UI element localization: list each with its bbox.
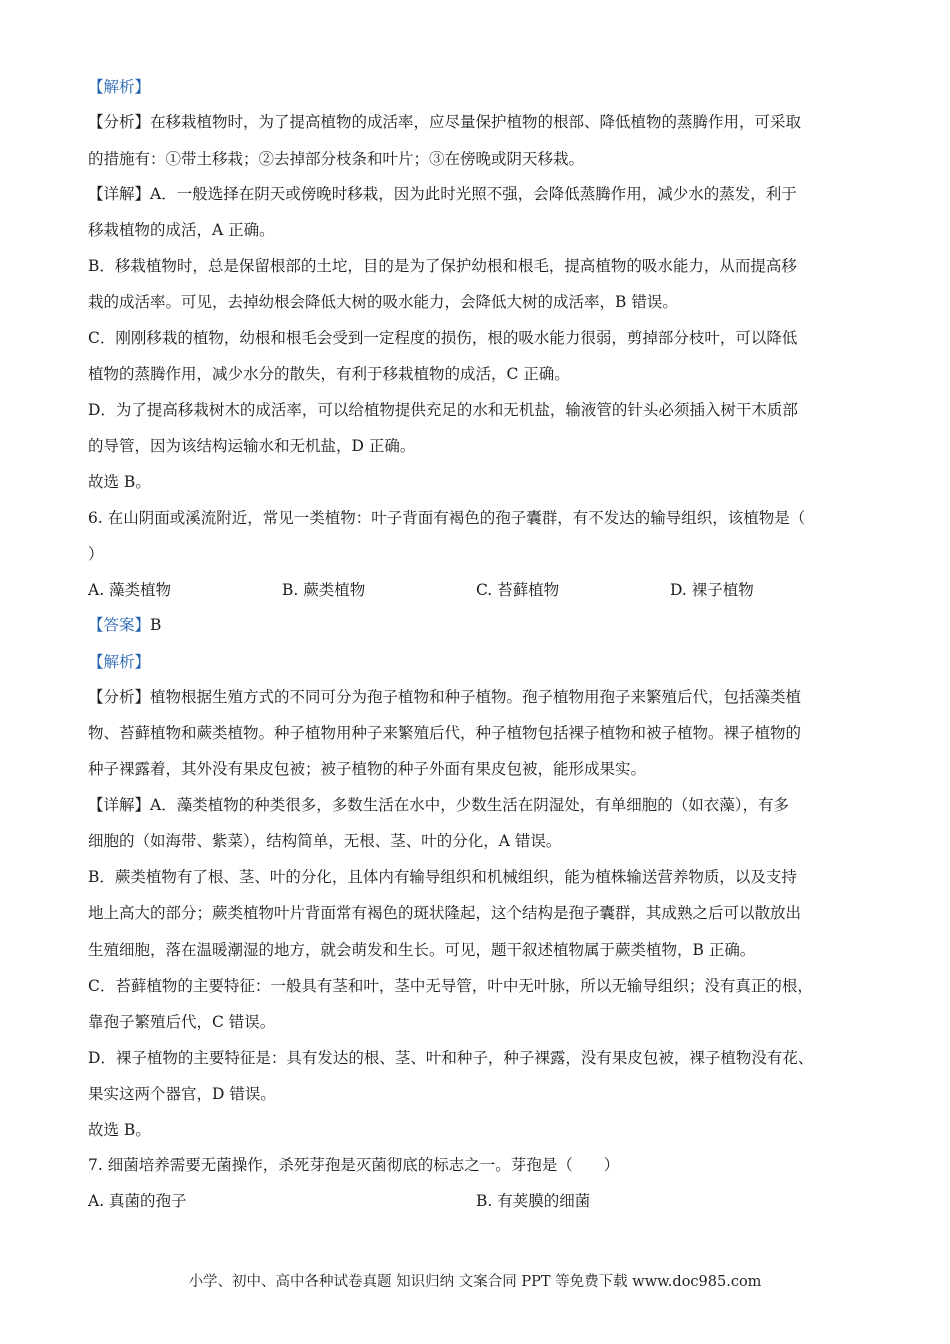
choice-conclusion: 故选 B。	[88, 1121, 151, 1139]
q6-option-b: B. 蕨类植物	[282, 581, 366, 599]
q6-option-d: D. 裸子植物	[670, 581, 754, 599]
detail-text: 【详解】A．一般选择在阴天或傍晚时移栽，因为此时光照不强，会降低蒸腾作用，减少水的蒸发，利于	[88, 185, 797, 203]
detail-text: 移栽植物的成活，A 正确。	[88, 221, 275, 239]
analysis-heading: 【解析】	[88, 78, 151, 96]
detail-text: 生殖细胞，落在温暖潮湿的地方，就会萌发和生长。可见，题干叙述植物属于蕨类植物，B 正确。	[88, 941, 756, 959]
question-6-stem-end: ）	[88, 545, 104, 563]
q7-option-a: A. 真菌的孢子	[88, 1192, 187, 1210]
analysis-text: 种子裸露着，其外没有果皮包被；被子植物的种子外面有果皮包被，能形成果实。	[88, 760, 647, 778]
detail-text: 的导管，因为该结构运输水和无机盐，D 正确。	[88, 437, 416, 455]
q7-option-b: B. 有荚膜的细菌	[476, 1192, 591, 1210]
detail-text: B．移栽植物时，总是保留根部的土坨，目的是为了保护幼根和根毛，提高植物的吸水能力，从而提高移	[88, 257, 797, 275]
detail-text: 【详解】A．藻类植物的种类很多，多数生活在水中，少数生活在阴湿处，有单细胞的（如衣藻），有多	[88, 796, 789, 814]
analysis-text: 的措施有：①带土移栽；②去掉部分枝条和叶片；③在傍晚或阴天移栽。	[88, 150, 585, 168]
choice-conclusion: 故选 B。	[88, 473, 151, 491]
analysis-text: 物、苔藓植物和蕨类植物。种子植物用种子来繁殖后代，种子植物包括裸子植物和被子植物。裸子植物的	[88, 724, 802, 742]
detail-text: B．蕨类植物有了根、茎、叶的分化，且体内有输导组织和机械组织，能为植株输送营养物质，以及支持	[88, 868, 797, 886]
detail-text: 细胞的（如海带、紫菜），结构简单，无根、茎、叶的分化，A 错误。	[88, 832, 562, 850]
detail-text: D．为了提高移栽树木的成活率，可以给植物提供充足的水和无机盐，输液管的针头必须插入树干木质部	[88, 401, 798, 419]
analysis-text: 【分析】植物根据生殖方式的不同可分为孢子植物和种子植物。孢子植物用孢子来繁殖后代，包括藻类植	[88, 688, 802, 706]
q6-answer	[88, 615, 868, 635]
detail-text: D．裸子植物的主要特征是：具有发达的根、茎、叶和种子，种子裸露，没有果皮包被，裸子植物没有花、	[88, 1049, 814, 1067]
detail-text: C．苔藓植物的主要特征：一般具有茎和叶，茎中无导管，叶中无叶脉，所以无输导组织；没有真正的根，	[88, 977, 813, 995]
footer-note: 小学、初中、高中各种试卷真题 知识归纳 文案合同 PPT 等免费下载 www.doc985.com	[188, 1274, 762, 1290]
q6-option-c: C. 苔藓植物	[476, 581, 560, 599]
detail-text: 果实这两个器官，D 错误。	[88, 1085, 276, 1103]
detail-text: C．刚刚移栽的植物，幼根和根毛会受到一定程度的损伤，根的吸水能力很弱，剪掉部分枝叶，可以降低	[88, 329, 798, 347]
detail-text: 地上高大的部分；蕨类植物叶片背面常有褐色的斑状隆起，这个结构是孢子囊群，其成熟之后可以散放出	[88, 904, 802, 922]
analysis-text: 【分析】在移栽植物时，为了提高植物的成活率，应尽量保护植物的根部、降低植物的蒸腾作用，可采取	[88, 113, 802, 131]
question-6-stem: 6. 在山阴面或溪流附近，常见一类植物：叶子背面有褐色的孢子囊群，有不发达的输导组织，该植物是（	[88, 509, 806, 527]
detail-text: 靠孢子繁殖后代，C 错误。	[88, 1013, 276, 1031]
question-7-stem: 7. 细菌培养需要无菌操作，杀死芽孢是灭菌彻底的标志之一。芽孢是（ ）	[88, 1156, 620, 1174]
q6-option-a: A. 藻类植物	[88, 581, 172, 599]
detail-text: 栽的成活率。可见，去掉幼根会降低大树的吸水能力，会降低大树的成活率，B 错误。	[88, 293, 678, 311]
detail-text: 植物的蒸腾作用，减少水分的散失，有利于移栽植物的成活，C 正确。	[88, 365, 570, 383]
analysis-heading: 【解析】	[88, 653, 151, 671]
answer-value: B	[150, 616, 162, 634]
answer-tag: 【答案】	[88, 616, 151, 634]
